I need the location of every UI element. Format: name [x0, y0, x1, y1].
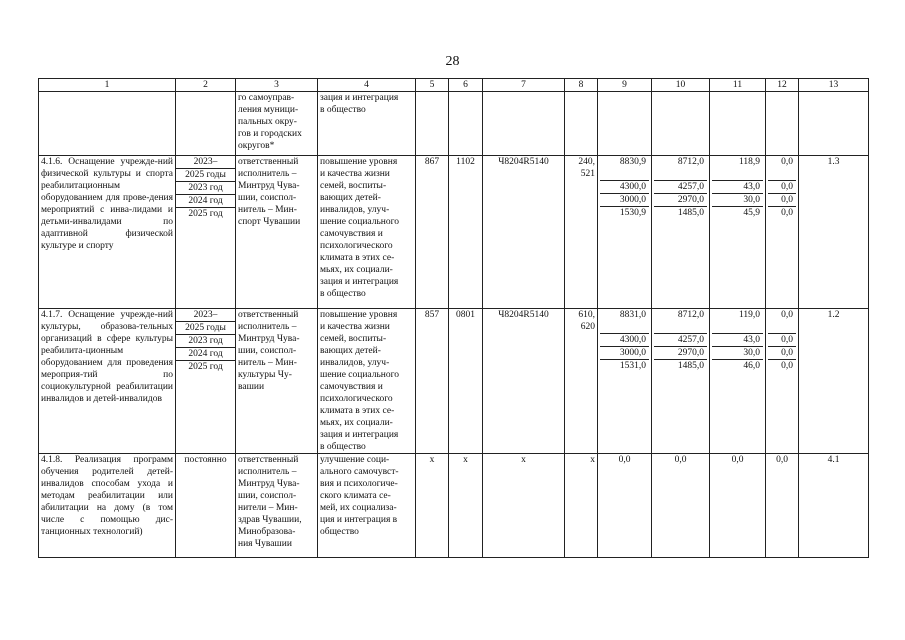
cell-text: 857 [424, 310, 440, 320]
cell-text: 0,0 [731, 455, 744, 465]
text-line: 4257,0 [654, 334, 707, 347]
text-line: 1485,0 [677, 361, 704, 371]
text-line [654, 321, 707, 334]
text-line: общество [320, 527, 359, 537]
text-line: шии, соиспол- [238, 193, 297, 203]
text-line: в общество [320, 105, 366, 115]
table-row [39, 309, 869, 454]
header-row [39, 79, 869, 92]
amount-cell [766, 156, 799, 309]
column-header: 11 [710, 79, 766, 92]
column-header: 2 [176, 79, 236, 92]
text-line: шение социального [320, 370, 400, 380]
text-line: в общество [320, 442, 366, 452]
text-line: мей, их социализа- [320, 503, 397, 513]
column-header: 7 [483, 79, 565, 92]
table-row [39, 454, 869, 558]
amount-cell [652, 156, 710, 309]
text-line: 0,0 [781, 361, 793, 371]
page-number: 28 [445, 54, 460, 69]
text-line: 119,0 [738, 310, 760, 320]
text-line: 1530,9 [619, 208, 646, 218]
text-line: климата в этих се- [320, 253, 395, 263]
text-line: 4300,0 [600, 181, 649, 194]
text-line: вия и психологиче- [320, 479, 398, 489]
text-line: в общество [320, 289, 366, 299]
column-header: 12 [766, 79, 799, 92]
text-line: 2025 год [188, 209, 223, 219]
text-line: зация и интеграция [320, 277, 399, 287]
text-line: нители – Мин- [238, 503, 298, 513]
amount-cell [598, 156, 652, 309]
text-line: культуры Чу- [238, 370, 292, 380]
text-line: Минтруд Чува- [238, 181, 300, 191]
column-header: 4 [318, 79, 416, 92]
text-line: 2023 год [176, 335, 235, 348]
text-line: шии, соиспол- [238, 491, 297, 501]
indicator-cell [799, 309, 869, 454]
result-cell [318, 156, 416, 309]
column-header: 1 [39, 79, 176, 92]
column-header: 3 [236, 79, 318, 92]
text-line: 1531,0 [619, 361, 646, 371]
text-line [654, 168, 707, 181]
text-line: 8830,9 [619, 157, 646, 167]
text-line: 0,0 [781, 157, 793, 167]
text-line: 46,0 [743, 361, 760, 371]
text-line: нитель – Мин- [238, 358, 297, 368]
text-line: исполнитель – [238, 322, 297, 332]
amount-cell [652, 454, 710, 558]
cell-text: 0,0 [618, 455, 631, 465]
text-line: 2025 год [188, 362, 223, 372]
text-line: повышение уровня [320, 310, 398, 320]
text-line: ответственный [238, 310, 299, 320]
column-header: 8 [565, 79, 598, 92]
text-line: ответственный [238, 455, 299, 465]
cell [176, 92, 236, 156]
text-line: 2025 годы [176, 169, 235, 182]
text-line: шии, соиспол- [238, 346, 297, 356]
text-line: вающих детей- [320, 193, 381, 203]
cell-text: 867 [424, 157, 440, 167]
text-line: 8712,0 [677, 157, 704, 167]
cell-text: 4.1.6. Оснащение учрежде-ний физической культуры и спорта реабилитационным оборудованием для прове-дения мероприятий с инва-лидами и детьми-инвалидами по адаптивной физической культуре и спорту [41, 157, 173, 251]
text-line: самочувствия и [320, 229, 383, 239]
cell [39, 92, 176, 156]
text-line: вающих детей- [320, 346, 381, 356]
text-line: ответственный [238, 157, 299, 167]
indicator-cell [799, 454, 869, 558]
amount-cell [710, 454, 766, 558]
cell-text: Ч8204R5140 [498, 310, 549, 320]
text-line: 30,0 [712, 347, 763, 360]
text-line: округов* [238, 141, 275, 151]
text-line [712, 168, 763, 181]
text-line: и качества жизни [320, 169, 390, 179]
text-line: 0,0 [781, 208, 793, 218]
text-line: 610, [578, 310, 595, 320]
code-cell [565, 454, 598, 558]
cell-text: х [463, 455, 468, 465]
text-line: 2970,0 [654, 347, 707, 360]
text-line: 43,0 [712, 334, 763, 347]
text-line: самочувствия и [320, 382, 383, 392]
amount-cell [766, 309, 799, 454]
years-cell [176, 156, 236, 309]
text-line: 4300,0 [600, 334, 649, 347]
text-line: ция и интеграция в [320, 515, 398, 525]
code-cell [483, 309, 565, 454]
years-cell [176, 309, 236, 454]
amount-cell [710, 309, 766, 454]
text-line: 30,0 [712, 194, 763, 207]
text-line: пальных окру- [238, 117, 297, 127]
code-cell [483, 454, 565, 558]
measure-name-cell [39, 156, 176, 309]
text-line [768, 321, 796, 334]
text-line: 2024 год [176, 195, 235, 208]
executor-cell [236, 156, 318, 309]
executor-cell [236, 92, 318, 156]
text-line: 118,9 [738, 157, 760, 167]
result-cell [318, 92, 416, 156]
text-line: го самоуправ- [238, 93, 295, 103]
text-line: зация и интеграция [320, 430, 399, 440]
cell-text: 1.3 [827, 157, 840, 167]
text-line: семей, воспиты- [320, 334, 387, 344]
text-line: исполнитель – [238, 169, 297, 179]
cell-text: х [429, 455, 435, 465]
table-row [39, 156, 869, 309]
program-table [38, 78, 869, 558]
amount-cell [598, 454, 652, 558]
text-line: 4257,0 [654, 181, 707, 194]
code-cell [565, 309, 598, 454]
executor-cell [236, 454, 318, 558]
text-line: постоянно [184, 455, 227, 465]
text-line: 620 [580, 322, 595, 332]
text-line: ния Чувашии [238, 539, 292, 549]
column-header: 9 [598, 79, 652, 92]
text-line [600, 168, 649, 181]
text-line: 45,9 [743, 208, 760, 218]
cell-text: 1102 [456, 157, 475, 167]
indicator-cell [799, 156, 869, 309]
cell-text: х [590, 455, 595, 465]
text-line: 3000,0 [600, 347, 649, 360]
code-cell [416, 309, 449, 454]
text-line: и качества жизни [320, 322, 390, 332]
amount-cell [652, 309, 710, 454]
text-line: гов и городских [238, 129, 302, 139]
text-line: 8831,0 [619, 310, 646, 320]
text-line: 2023– [176, 309, 235, 322]
text-line: инвалидов, улуч- [320, 205, 390, 215]
text-line: вашии [238, 382, 265, 392]
text-line: 43,0 [712, 181, 763, 194]
text-line: 0,0 [768, 181, 796, 194]
cell-text: 0,0 [674, 455, 687, 465]
text-line: ального самочувст- [320, 467, 399, 477]
text-line: Минобразова- [238, 527, 296, 537]
text-line: здрав Чувашии, [238, 515, 302, 525]
result-cell [318, 309, 416, 454]
code-cell [416, 454, 449, 558]
text-line: климата в этих се- [320, 406, 395, 416]
cell-text: 0,0 [776, 455, 788, 465]
cell-text: 4.1 [827, 455, 840, 465]
text-line: 521 [580, 169, 595, 179]
text-line: 8712,0 [677, 310, 704, 320]
cell-text: 1.2 [827, 310, 840, 320]
code-cell [416, 156, 449, 309]
text-line: повышение уровня [320, 157, 398, 167]
code-cell [483, 156, 565, 309]
text-line: 0,0 [768, 347, 796, 360]
executor-cell [236, 309, 318, 454]
text-line: исполнитель – [238, 467, 297, 477]
cell-text: 0801 [456, 310, 475, 320]
text-line: ского климата се- [320, 491, 391, 501]
text-line: зация и интеграция [320, 93, 399, 103]
text-line: семей, воспиты- [320, 181, 387, 191]
table-row [39, 92, 869, 156]
amount-cell [766, 454, 799, 558]
text-line: спорт Чувашии [238, 217, 301, 227]
column-header: 6 [449, 79, 483, 92]
cell-text: Ч8204R5140 [498, 157, 549, 167]
text-line: 0,0 [768, 334, 796, 347]
result-cell [318, 454, 416, 558]
measure-name-cell [39, 309, 176, 454]
amount-cell [598, 309, 652, 454]
column-header: 10 [652, 79, 710, 92]
code-cell [449, 309, 483, 454]
text-line: Минтруд Чува- [238, 334, 300, 344]
text-line: 2025 годы [176, 322, 235, 335]
years-cell [176, 454, 236, 558]
text-line: психологического [320, 394, 393, 404]
code-cell [565, 156, 598, 309]
code-cell [449, 156, 483, 309]
text-line: 3000,0 [600, 194, 649, 207]
cell-text: х [521, 455, 526, 465]
text-line: 240, [578, 157, 595, 167]
text-line: мьях, их социали- [320, 418, 393, 428]
cell-text: 4.1.8. Реализация программ обучения родителей детей-инвалидов способам ухода и методам реабилитации или абилитации на дому (в том числе с помощью дис-танционных технологий) [41, 455, 173, 537]
text-line: Минтруд Чува- [238, 479, 300, 489]
text-line [712, 321, 763, 334]
text-line: нитель – Мин- [238, 205, 297, 215]
column-header: 5 [416, 79, 449, 92]
column-header: 13 [799, 79, 869, 92]
text-line [600, 321, 649, 334]
text-line: 2970,0 [654, 194, 707, 207]
text-line: мьях, их социали- [320, 265, 393, 275]
text-line: инвалидов, улуч- [320, 358, 390, 368]
cell-text: 4.1.7. Оснащение учрежде-ний культуры, образова-тельных организаций в сфере культуры реабилита-ционным оборудованием для проведения мероприя-тий по социокультурной реабилитации инвалидов и детей-инвалидов [41, 310, 173, 404]
measure-name-cell [39, 454, 176, 558]
text-line [768, 168, 796, 181]
text-line: ления муници- [238, 105, 299, 115]
text-line: 2024 год [176, 348, 235, 361]
text-line: психологического [320, 241, 393, 251]
text-line: 2023 год [176, 182, 235, 195]
text-line: 2023– [176, 156, 235, 169]
text-line: 1485,0 [677, 208, 704, 218]
code-cell [449, 454, 483, 558]
text-line: улучшение соци- [320, 455, 390, 465]
amount-cell [710, 156, 766, 309]
text-line: шение социального [320, 217, 400, 227]
text-line: 0,0 [781, 310, 793, 320]
text-line: 0,0 [768, 194, 796, 207]
